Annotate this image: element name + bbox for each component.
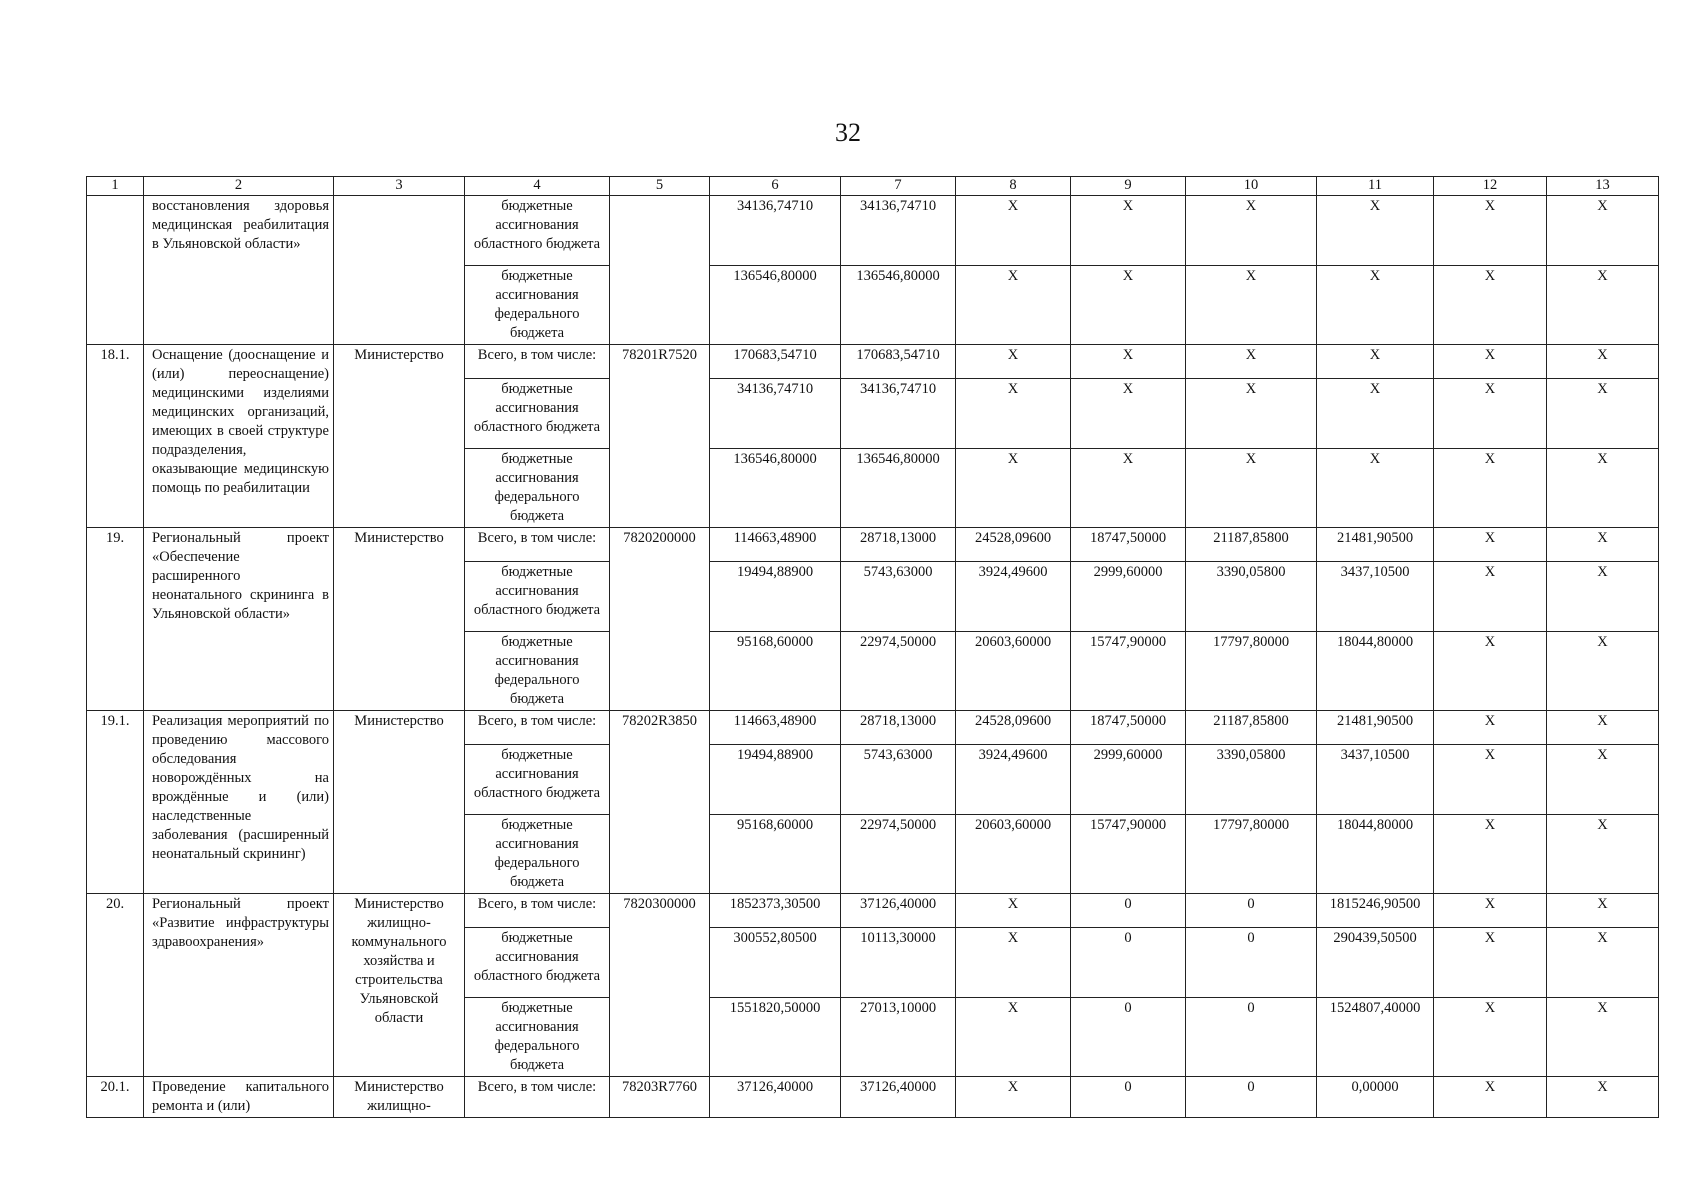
value-cell: X: [1317, 266, 1434, 345]
value-cell: X: [1317, 345, 1434, 379]
value-cell: 19494,88900: [710, 745, 841, 815]
value-cell: X: [1547, 528, 1659, 562]
row-code: 78201R7520: [610, 345, 710, 528]
value-cell: 28718,13000: [841, 711, 956, 745]
value-cell: X: [1547, 196, 1659, 266]
value-cell: 3390,05800: [1186, 745, 1317, 815]
funding-source-label: бюджетные ассигнования федерального бюджета: [465, 632, 610, 711]
table-row: [87, 196, 1659, 266]
value-cell: X: [956, 928, 1071, 998]
value-cell: X: [956, 449, 1071, 528]
row-number: 20.1.: [87, 1077, 144, 1118]
value-cell: X: [956, 345, 1071, 379]
column-header: 4: [465, 177, 610, 196]
column-header: 11: [1317, 177, 1434, 196]
value-cell: X: [1547, 379, 1659, 449]
value-cell: X: [1434, 562, 1547, 632]
value-cell: 3924,49600: [956, 562, 1071, 632]
value-cell: 290439,50500: [1317, 928, 1434, 998]
value-cell: 22974,50000: [841, 632, 956, 711]
column-header: 8: [956, 177, 1071, 196]
row-number: [87, 196, 144, 345]
table-row: [87, 345, 1659, 379]
value-cell: 28718,13000: [841, 528, 956, 562]
row-code: 7820200000: [610, 528, 710, 711]
funding-source-label: бюджетные ассигнования областного бюджета: [465, 379, 610, 449]
row-description: Проведение капитального ремонта и (или): [144, 1077, 334, 1118]
value-cell: X: [1434, 998, 1547, 1077]
value-cell: 17797,80000: [1186, 815, 1317, 894]
column-header: 6: [710, 177, 841, 196]
value-cell: 20603,60000: [956, 632, 1071, 711]
value-cell: X: [1547, 815, 1659, 894]
value-cell: X: [1186, 449, 1317, 528]
row-description: Региональный проект «Обеспечение расширенного неонатального скрининга в Ульяновской области»: [144, 528, 334, 711]
value-cell: 17797,80000: [1186, 632, 1317, 711]
value-cell: 37126,40000: [841, 894, 956, 928]
value-cell: 18044,80000: [1317, 815, 1434, 894]
value-cell: 0: [1071, 1077, 1186, 1118]
row-code: 78202R3850: [610, 711, 710, 894]
value-cell: X: [1547, 894, 1659, 928]
value-cell: 21481,90500: [1317, 711, 1434, 745]
value-cell: 136546,80000: [841, 449, 956, 528]
value-cell: X: [956, 266, 1071, 345]
value-cell: X: [956, 998, 1071, 1077]
column-header: 7: [841, 177, 956, 196]
row-number: 19.1.: [87, 711, 144, 894]
value-cell: 0,00000: [1317, 1077, 1434, 1118]
table-row: [87, 894, 1659, 928]
value-cell: 5743,63000: [841, 745, 956, 815]
row-code: 78203R7760: [610, 1077, 710, 1118]
table-body: [87, 196, 1659, 1118]
value-cell: 1524807,40000: [1317, 998, 1434, 1077]
value-cell: 5743,63000: [841, 562, 956, 632]
value-cell: X: [1434, 1077, 1547, 1118]
row-code: 7820300000: [610, 894, 710, 1077]
table-row: [87, 711, 1659, 745]
value-cell: X: [1071, 379, 1186, 449]
value-cell: X: [1547, 449, 1659, 528]
value-cell: 18747,50000: [1071, 528, 1186, 562]
value-cell: 114663,48900: [710, 528, 841, 562]
value-cell: X: [1317, 196, 1434, 266]
value-cell: 15747,90000: [1071, 815, 1186, 894]
value-cell: 18044,80000: [1317, 632, 1434, 711]
value-cell: 15747,90000: [1071, 632, 1186, 711]
value-cell: X: [956, 379, 1071, 449]
value-cell: 2999,60000: [1071, 562, 1186, 632]
funding-source-label: бюджетные ассигнования областного бюджета: [465, 745, 610, 815]
funding-source-label: бюджетные ассигнования федерального бюджета: [465, 815, 610, 894]
value-cell: X: [1317, 449, 1434, 528]
column-header: 5: [610, 177, 710, 196]
value-cell: X: [1547, 745, 1659, 815]
value-cell: X: [1547, 998, 1659, 1077]
value-cell: 19494,88900: [710, 562, 841, 632]
value-cell: X: [1434, 711, 1547, 745]
value-cell: X: [1186, 379, 1317, 449]
value-cell: 20603,60000: [956, 815, 1071, 894]
value-cell: 21187,85800: [1186, 528, 1317, 562]
funding-source-label: бюджетные ассигнования областного бюджета: [465, 928, 610, 998]
value-cell: 37126,40000: [841, 1077, 956, 1118]
value-cell: 21481,90500: [1317, 528, 1434, 562]
value-cell: 24528,09600: [956, 711, 1071, 745]
value-cell: X: [956, 1077, 1071, 1118]
column-header: 1: [87, 177, 144, 196]
value-cell: X: [1434, 528, 1547, 562]
value-cell: X: [1071, 266, 1186, 345]
value-cell: 0: [1186, 928, 1317, 998]
funding-source-label: бюджетные ассигнования федерального бюджета: [465, 998, 610, 1077]
value-cell: X: [1186, 345, 1317, 379]
value-cell: 37126,40000: [710, 1077, 841, 1118]
value-cell: 3437,10500: [1317, 745, 1434, 815]
value-cell: 24528,09600: [956, 528, 1071, 562]
value-cell: X: [1186, 196, 1317, 266]
row-ministry: [334, 196, 465, 345]
value-cell: 3924,49600: [956, 745, 1071, 815]
column-header: 13: [1547, 177, 1659, 196]
value-cell: 0: [1071, 928, 1186, 998]
value-cell: 34136,74710: [841, 196, 956, 266]
row-ministry: Министерство: [334, 528, 465, 711]
value-cell: 2999,60000: [1071, 745, 1186, 815]
value-cell: X: [1547, 928, 1659, 998]
value-cell: 1852373,30500: [710, 894, 841, 928]
row-description: Реализация мероприятий по проведению массового обследования новорождённых на врождённые и (или) наследственные заболевания (расширенный неонатальный скрининг): [144, 711, 334, 894]
value-cell: X: [1186, 266, 1317, 345]
value-cell: 34136,74710: [710, 379, 841, 449]
value-cell: 3437,10500: [1317, 562, 1434, 632]
value-cell: X: [1434, 196, 1547, 266]
funding-source-label: Всего, в том числе:: [465, 894, 610, 928]
value-cell: 1815246,90500: [1317, 894, 1434, 928]
value-cell: 22974,50000: [841, 815, 956, 894]
value-cell: X: [1071, 345, 1186, 379]
funding-source-label: бюджетные ассигнования федерального бюджета: [465, 449, 610, 528]
value-cell: X: [1434, 894, 1547, 928]
value-cell: X: [1547, 711, 1659, 745]
column-header: 9: [1071, 177, 1186, 196]
value-cell: X: [956, 196, 1071, 266]
value-cell: 95168,60000: [710, 632, 841, 711]
table-row: [87, 1077, 1659, 1118]
row-ministry: Министерство жилищно-коммунального хозяйства и строительства Ульяновской области: [334, 894, 465, 1077]
value-cell: X: [1071, 196, 1186, 266]
row-number: 20.: [87, 894, 144, 1077]
value-cell: X: [1434, 266, 1547, 345]
row-number: 18.1.: [87, 345, 144, 528]
value-cell: 0: [1071, 894, 1186, 928]
row-description: Оснащение (дооснащение и (или) переоснащение) медицинскими изделиями медицинских организаций, имеющих в своей структуре подразделения, оказывающие медицинскую помощь по реабилитации: [144, 345, 334, 528]
value-cell: X: [956, 894, 1071, 928]
table-row: [87, 528, 1659, 562]
row-code: [610, 196, 710, 345]
value-cell: 136546,80000: [710, 266, 841, 345]
funding-source-label: Всего, в том числе:: [465, 1077, 610, 1118]
value-cell: X: [1434, 815, 1547, 894]
value-cell: 300552,80500: [710, 928, 841, 998]
value-cell: 114663,48900: [710, 711, 841, 745]
value-cell: 0: [1071, 998, 1186, 1077]
value-cell: 34136,74710: [841, 379, 956, 449]
page-number: 32: [835, 118, 861, 147]
column-header: 3: [334, 177, 465, 196]
value-cell: 10113,30000: [841, 928, 956, 998]
value-cell: 34136,74710: [710, 196, 841, 266]
value-cell: 136546,80000: [710, 449, 841, 528]
value-cell: X: [1434, 928, 1547, 998]
column-header: 2: [144, 177, 334, 196]
value-cell: 27013,10000: [841, 998, 956, 1077]
value-cell: 18747,50000: [1071, 711, 1186, 745]
row-ministry: Министерство жилищно-: [334, 1077, 465, 1118]
value-cell: 1551820,50000: [710, 998, 841, 1077]
value-cell: X: [1547, 266, 1659, 345]
value-cell: X: [1547, 345, 1659, 379]
value-cell: 170683,54710: [710, 345, 841, 379]
value-cell: X: [1071, 449, 1186, 528]
header-row: [87, 177, 1659, 196]
funding-source-label: бюджетные ассигнования областного бюджета: [465, 196, 610, 266]
funding-source-label: бюджетные ассигнования областного бюджета: [465, 562, 610, 632]
value-cell: X: [1434, 745, 1547, 815]
value-cell: X: [1434, 345, 1547, 379]
value-cell: 0: [1186, 894, 1317, 928]
funding-source-label: Всего, в том числе:: [465, 711, 610, 745]
budget-table: [86, 176, 1659, 1118]
value-cell: X: [1547, 1077, 1659, 1118]
value-cell: X: [1434, 632, 1547, 711]
value-cell: 3390,05800: [1186, 562, 1317, 632]
value-cell: 95168,60000: [710, 815, 841, 894]
value-cell: X: [1547, 562, 1659, 632]
value-cell: 170683,54710: [841, 345, 956, 379]
value-cell: 0: [1186, 998, 1317, 1077]
row-ministry: Министерство: [334, 345, 465, 528]
value-cell: 136546,80000: [841, 266, 956, 345]
row-description: восстановления здоровья медицинская реабилитация в Ульяновской области»: [144, 196, 334, 345]
row-description: Региональный проект «Развитие инфраструктуры здравоохранения»: [144, 894, 334, 1077]
value-cell: X: [1434, 379, 1547, 449]
column-header: 10: [1186, 177, 1317, 196]
funding-source-label: Всего, в том числе:: [465, 345, 610, 379]
row-ministry: Министерство: [334, 711, 465, 894]
column-header: 12: [1434, 177, 1547, 196]
value-cell: X: [1317, 379, 1434, 449]
value-cell: 21187,85800: [1186, 711, 1317, 745]
value-cell: 0: [1186, 1077, 1317, 1118]
funding-source-label: Всего, в том числе:: [465, 528, 610, 562]
value-cell: X: [1434, 449, 1547, 528]
row-number: 19.: [87, 528, 144, 711]
value-cell: X: [1547, 632, 1659, 711]
funding-source-label: бюджетные ассигнования федерального бюджета: [465, 266, 610, 345]
